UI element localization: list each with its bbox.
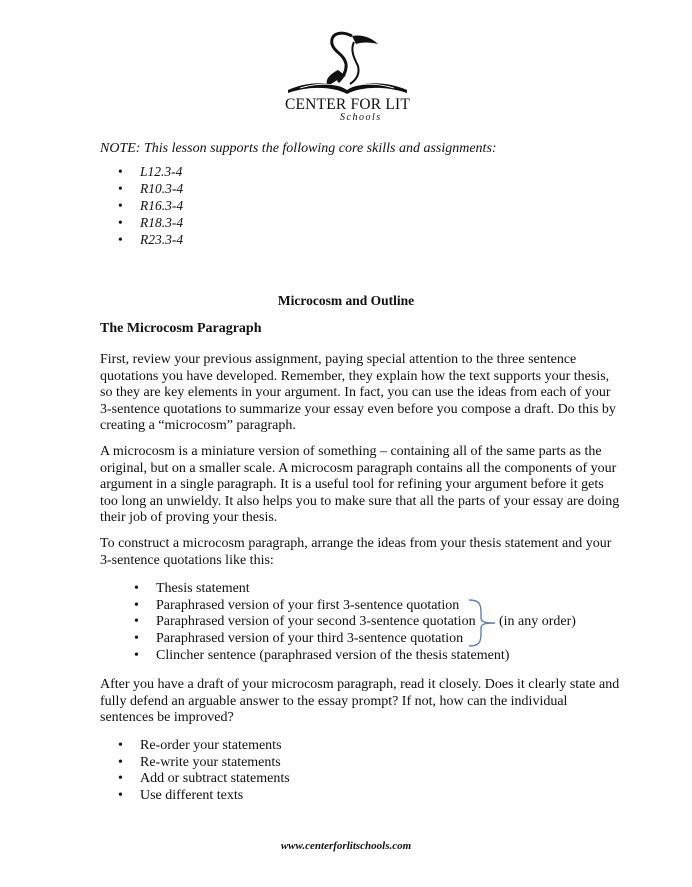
core-skills-note: NOTE: This lesson supports the following core skills and assignments: xyxy=(100,141,497,156)
list-item: • Re-write your statements xyxy=(118,755,290,772)
skills-list xyxy=(118,163,183,248)
section-heading: The Microcosm Paragraph xyxy=(100,321,262,336)
list-item: • Thesis statement xyxy=(134,581,509,598)
paragraph-line: so they are key elements in your argument. In fact, you can use the ideas from each of your xyxy=(100,385,611,400)
paragraph-line: their job of proving your thesis. xyxy=(100,510,278,525)
paragraph-line: To construct a microcosm paragraph, arrange the ideas from your thesis statement and your xyxy=(100,536,612,551)
paragraph-line: creating a “microcosm” paragraph. xyxy=(100,418,296,433)
paragraph-review xyxy=(100,352,620,435)
page-title: Microcosm and Outline xyxy=(277,293,415,308)
paragraph-line: original, but on a smaller scale. A microcosm paragraph contains all the components of your xyxy=(100,460,617,476)
paragraph-construct xyxy=(100,536,620,569)
paragraph-line: First, review your previous assignment, paying special attention to the three sentence xyxy=(100,352,577,367)
list-item: • Paraphrased version of your first 3-sentence quotation xyxy=(134,598,509,615)
list-item: • R18.3-4 xyxy=(118,214,183,231)
paragraph-line: 3-sentence quotations like this: xyxy=(100,552,274,568)
paragraph-line: argument in a single paragraph. It is a useful tool for refining your argument before it gets xyxy=(100,477,604,492)
footer-website: www.centerforlitschools.com xyxy=(280,840,412,852)
improvements-list xyxy=(118,738,290,805)
paragraph-line: A microcosm is a miniature version of something – containing all of the same parts as the xyxy=(100,444,602,459)
list-item: • Paraphrased version of your third 3-sentence quotation xyxy=(134,631,509,648)
list-item: • R16.3-4 xyxy=(118,197,183,214)
paragraph-review-draft xyxy=(100,677,620,727)
paragraph-line: quotations you have developed. Remember, they explain how the text supports your thesis, xyxy=(100,368,610,384)
right-brace-icon xyxy=(467,598,497,648)
paragraph-line: 3-sentence quotations to summarize your essay even before you compose a draft. Do this by xyxy=(100,401,616,417)
paragraph-definition xyxy=(100,444,620,527)
paragraph-line: fully defend an arguable answer to the essay prompt? If not, how can the individual xyxy=(100,693,568,709)
paragraph-line: sentences be improved? xyxy=(100,710,234,725)
list-item: • Use different texts xyxy=(118,788,290,805)
center-for-lit-logo xyxy=(280,30,415,125)
pelican-book-icon xyxy=(280,30,415,96)
list-item: • Clincher sentence (paraphrased version of the thesis statement) xyxy=(134,648,509,665)
paragraph-line: too long an unwieldy. It also helps you to make sure that all the parts of your essay are doing xyxy=(100,493,620,509)
any-order-note: (in any order) xyxy=(499,614,576,629)
logo-script: Schools xyxy=(340,112,382,123)
paragraph-line: After you have a draft of your microcosm paragraph, read it closely. Does it clearly state and xyxy=(100,677,620,692)
list-item: • Add or subtract statements xyxy=(118,771,290,788)
list-item: • Paraphrased version of your second 3-sentence quotation xyxy=(134,614,509,631)
list-item: • Re-order your statements xyxy=(118,738,290,755)
logo-name: CENTER FOR LIT xyxy=(284,96,411,113)
components-list xyxy=(134,581,509,664)
list-item: • L12.3-4 xyxy=(118,163,183,180)
list-item: • R23.3-4 xyxy=(118,231,183,248)
list-item: • R10.3-4 xyxy=(118,180,183,197)
